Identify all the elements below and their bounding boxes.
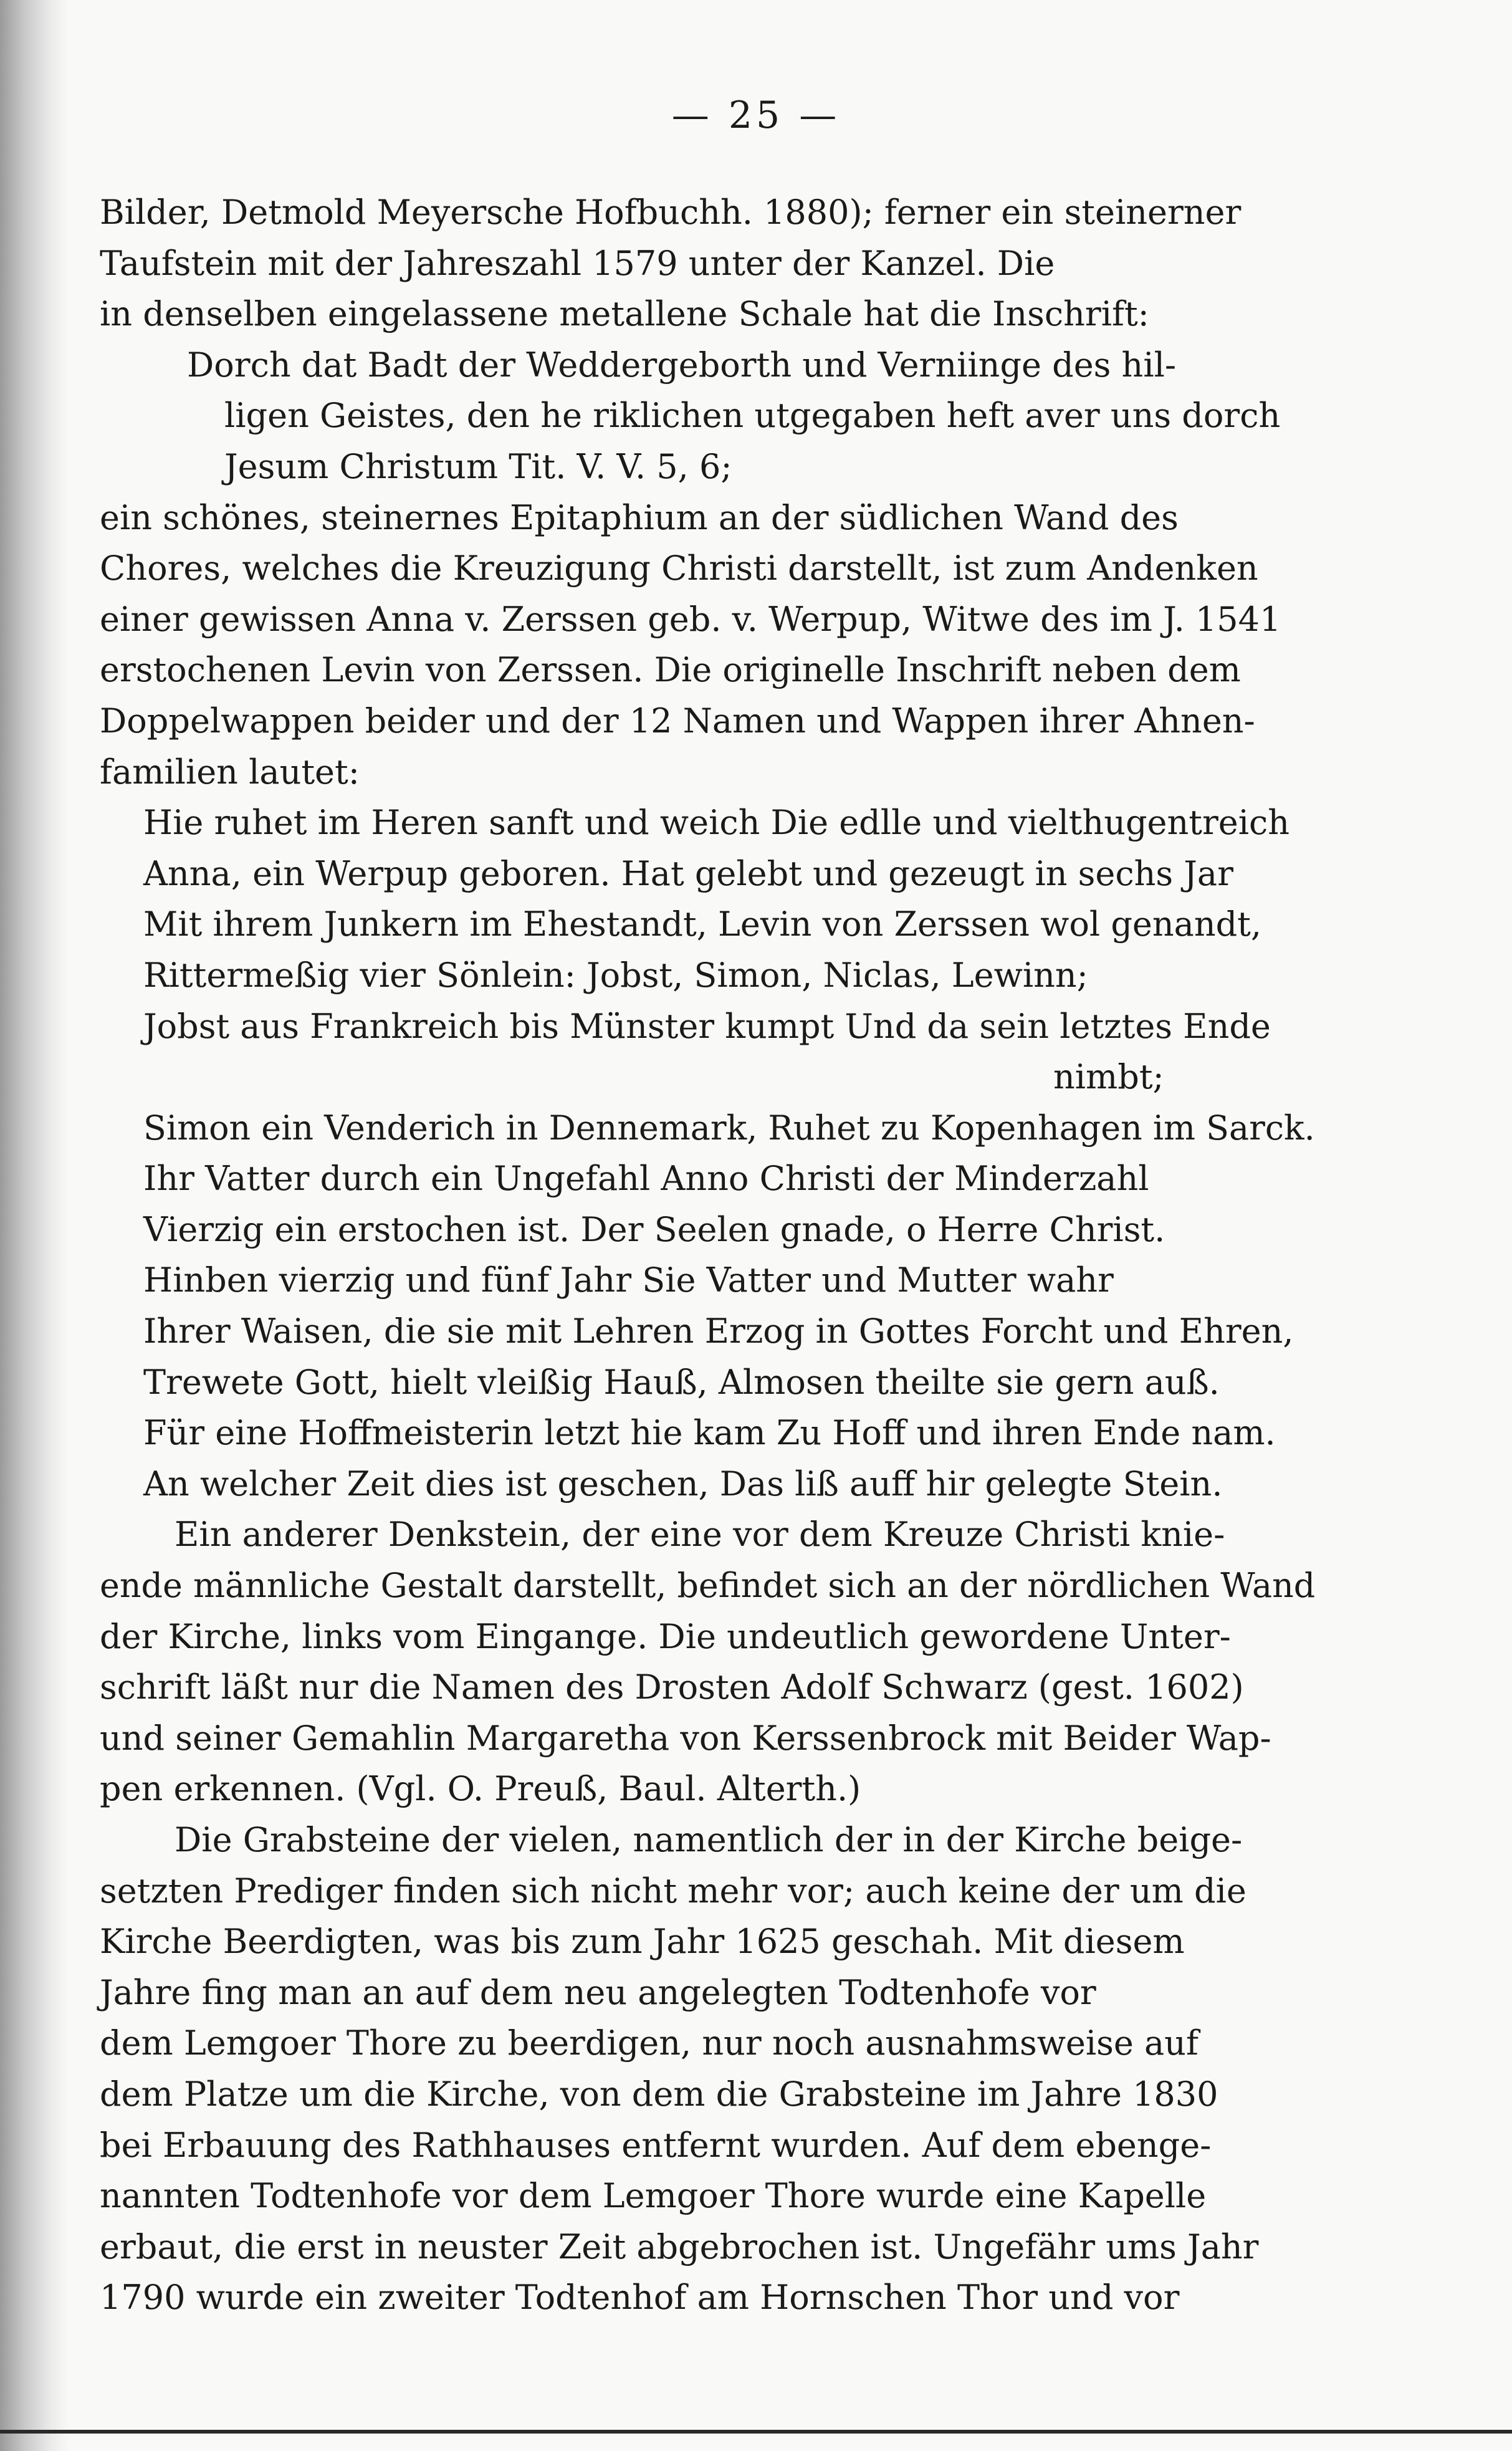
text-line: ein schönes, steinernes Epitaphium an der südlichen Wand des xyxy=(100,497,1179,537)
text-line: Rittermeßig vier Sönlein: Jobst, Simon, Niclas, Lewinn; xyxy=(143,955,1088,995)
text-line: nimbt; xyxy=(1053,1057,1164,1097)
text-line: Für eine Hoffmeisterin letzt hie kam Zu Hoff und ihren Ende nam. xyxy=(143,1413,1276,1453)
text-line: Jahre fing man an auf dem neu angelegten Todtenhofe vor xyxy=(100,1972,1096,2012)
text-line: dem Lemgoer Thore zu beerdigen, nur noch ausnahmsweise auf xyxy=(100,2023,1199,2063)
text-line: erstochenen Levin von Zerssen. Die originelle Inschrift neben dem xyxy=(100,650,1241,690)
text-line: Ihrer Waisen, die sie mit Lehren Erzog in Gottes Forcht und Ehren, xyxy=(143,1312,1294,1351)
text-line: Ein anderer Denkstein, der eine vor dem Kreuze Christi knie- xyxy=(175,1515,1225,1555)
text-line: einer gewissen Anna v. Zerssen geb. v. Werpup, Witwe des im J. 1541 xyxy=(100,599,1281,639)
text-line: 1790 wurde ein zweiter Todtenhof am Hornschen Thor und vor xyxy=(100,2278,1180,2318)
text-line: Kirche Beerdigten, was bis zum Jahr 1625 geschah. Mit diesem xyxy=(100,1922,1185,1962)
text-line: bei Erbauung des Rathhauses entfernt wurden. Auf dem ebenge- xyxy=(100,2125,1212,2165)
text-line: in denselben eingelassene metallene Schale hat die Inschrift: xyxy=(100,294,1149,334)
text-line: ende männliche Gestalt darstellt, befindet sich an der nördlichen Wand xyxy=(100,1566,1316,1606)
text-line: Trewete Gott, hielt vleißig Hauß, Almosen theilte sie gern auß. xyxy=(143,1362,1220,1402)
text-line: Doppelwappen beider und der 12 Namen und Wappen ihrer Ahnen- xyxy=(100,701,1255,741)
text-line: pen erkennen. (Vgl. O. Preuß, Baul. Alterth.) xyxy=(100,1769,861,1809)
text-line: Hinben vierzig und fünf Jahr Sie Vatter und Mutter wahr xyxy=(143,1260,1114,1300)
text-line: ligen Geistes, den he riklichen utgegaben heft aver uns dorch xyxy=(224,396,1281,436)
text-line: Ihr Vatter durch ein Ungefahl Anno Christi der Minderzahl xyxy=(143,1159,1149,1199)
text-line: Vierzig ein erstochen ist. Der Seelen gnade, o Herre Christ. xyxy=(143,1209,1165,1249)
text-line: Chores, welches die Kreuzigung Christi darstellt, ist zum Andenken xyxy=(100,549,1258,588)
body-text xyxy=(100,187,1315,2323)
text-line: Hie ruhet im Heren sanft und weich Die edlle und vielthugentreich xyxy=(143,803,1290,843)
text-line: Jesum Christum Tit. V. V. 5, 6; xyxy=(224,446,732,486)
bottom-rule xyxy=(0,2430,1512,2434)
page-number: — 25 — xyxy=(671,94,841,137)
text-line: Anna, ein Werpup geboren. Hat gelebt und gezeugt in sechs Jar xyxy=(143,853,1233,893)
text-line: Die Grabsteine der vielen, namentlich der in der Kirche beige- xyxy=(175,1820,1243,1859)
text-line: An welcher Zeit dies ist geschen, Das liß auff hir gelegte Stein. xyxy=(143,1464,1223,1504)
text-line: Mit ihrem Junkern im Ehestandt, Levin von Zerssen wol genandt, xyxy=(143,904,1262,944)
text-line: nannten Todtenhofe vor dem Lemgoer Thore wurde eine Kapelle xyxy=(100,2176,1207,2216)
text-line: setzten Prediger finden sich nicht mehr vor; auch keine der um die xyxy=(100,1871,1246,1911)
text-line: Dorch dat Badt der Weddergeborth und Verniinge des hil- xyxy=(187,345,1177,385)
text-line: Bilder, Detmold Meyersche Hofbuchh. 1880); ferner ein steinerner xyxy=(100,193,1242,232)
text-line: schrift läßt nur die Namen des Drosten Adolf Schwarz (gest. 1602) xyxy=(100,1667,1244,1707)
text-line: Simon ein Venderich in Dennemark, Ruhet zu Kopenhagen im Sarck. xyxy=(143,1108,1315,1148)
text-line: dem Platze um die Kirche, von dem die Grabsteine im Jahre 1830 xyxy=(100,2074,1218,2114)
text-line: und seiner Gemahlin Margaretha von Kerssenbrock mit Beider Wap- xyxy=(100,1718,1271,1758)
text-line: familien lautet: xyxy=(100,752,360,792)
text-line: der Kirche, links vom Eingange. Die undeutlich gewordene Unter- xyxy=(100,1616,1231,1656)
text-line: erbaut, die erst in neuster Zeit abgebrochen ist. Ungefähr ums Jahr xyxy=(100,2227,1259,2266)
text-line: Taufstein mit der Jahreszahl 1579 unter der Kanzel. Die xyxy=(100,243,1055,283)
text-line: Jobst aus Frankreich bis Münster kumpt Und da sein letztes Ende xyxy=(143,1006,1271,1046)
scanned-page-edge xyxy=(0,0,69,2451)
